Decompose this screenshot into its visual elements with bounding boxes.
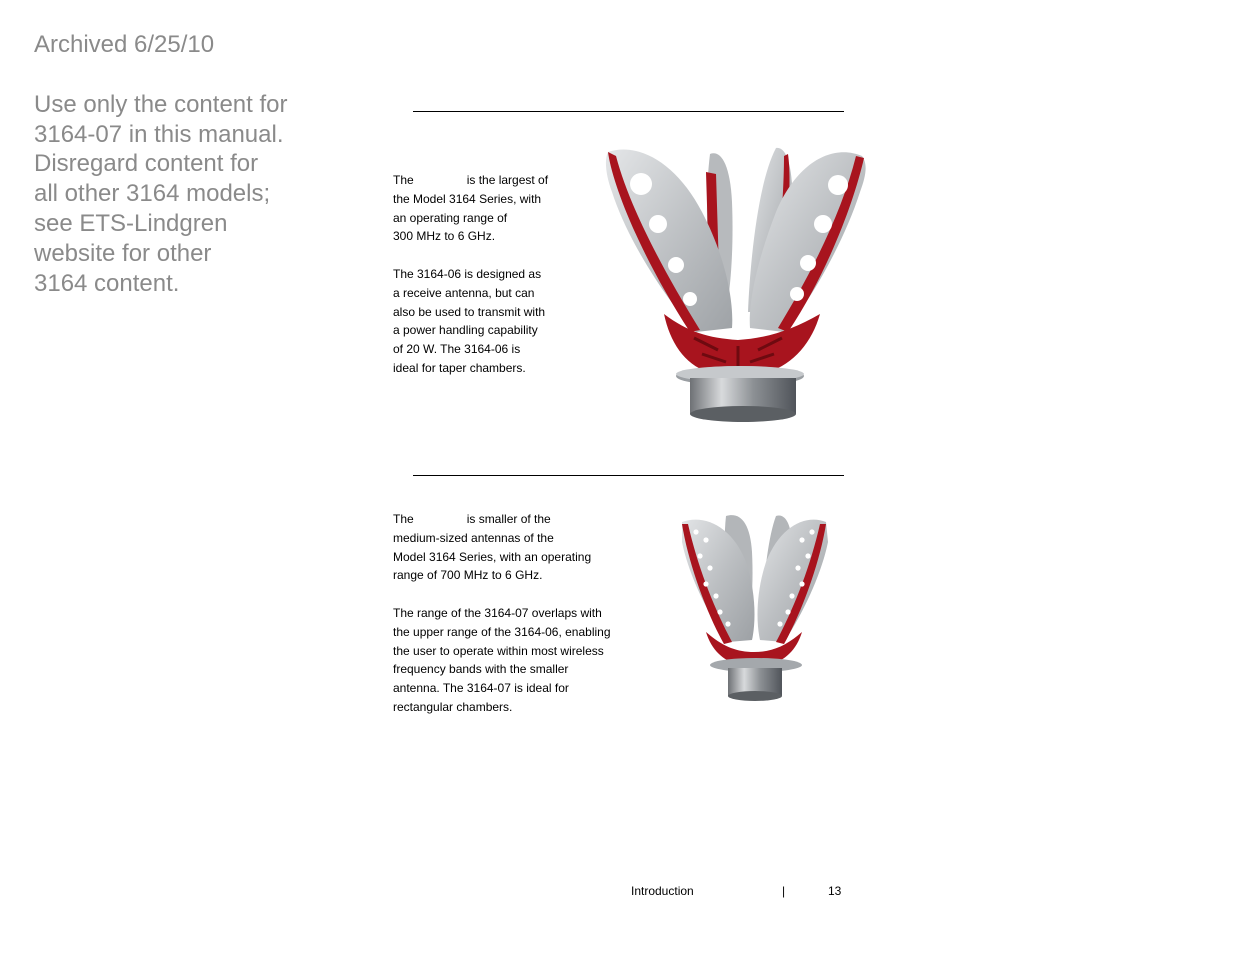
paragraph-first-line: The is smaller of the [393, 512, 551, 526]
text-line: The range of the 3164-07 overlaps with [393, 605, 602, 620]
archive-date: Archived 6/25/10 [34, 31, 215, 58]
section-3164-07-text [393, 510, 611, 717]
archive-notice-line: see ETS-Lindgren [34, 209, 228, 237]
text-line: medium-sized antennas of the [393, 530, 554, 545]
text-line: Model 3164 Series, with an operating [393, 549, 592, 564]
text-line: of 20 W. The 3164-06 is [393, 342, 521, 357]
text-line: a receive antenna, but can [393, 285, 535, 300]
text-line: a power handling capability [393, 323, 538, 338]
text-line: rectangular chambers. [393, 699, 513, 714]
paragraph-first-line: The is the largest of [393, 173, 549, 187]
text-line: The 3164-06 is designed as [393, 266, 542, 281]
text-line: the upper range of the 3164-06, enabling [393, 624, 611, 639]
archive-notice-line: 3164 content. [34, 269, 180, 297]
archive-notice [34, 30, 334, 298]
section-3164-06-text [393, 171, 548, 378]
footer-section-name: Introduction [631, 884, 694, 898]
text-line: the Model 3164 Series, with [393, 191, 542, 206]
archive-notice-line: Use only the content for [34, 90, 288, 118]
antenna-3164-07-photo [676, 512, 832, 702]
page-number: 13 [828, 884, 842, 898]
section-divider [413, 475, 844, 476]
text-line: 300 MHz to 6 GHz. [393, 229, 496, 244]
text-line: frequency bands with the smaller [393, 662, 569, 677]
text-line: the user to operate within most wireless [393, 643, 604, 658]
archive-notice-line: all other 3164 models; [34, 180, 271, 208]
section-divider [413, 111, 844, 112]
text-line: range of 700 MHz to 6 GHz. [393, 568, 543, 583]
text-line: antenna. The 3164-07 is ideal for [393, 681, 569, 696]
footer-separator: | [782, 884, 786, 898]
archive-notice-line: website for other [34, 239, 212, 267]
text-line: also be used to transmit with [393, 304, 546, 319]
antenna-3164-06-photo [598, 142, 870, 424]
text-line: ideal for taper chambers. [393, 360, 526, 375]
archive-notice-line: 3164-07 in this manual. [34, 120, 284, 148]
archive-notice-line: Disregard content for [34, 150, 259, 178]
text-line: an operating range of [393, 210, 508, 225]
